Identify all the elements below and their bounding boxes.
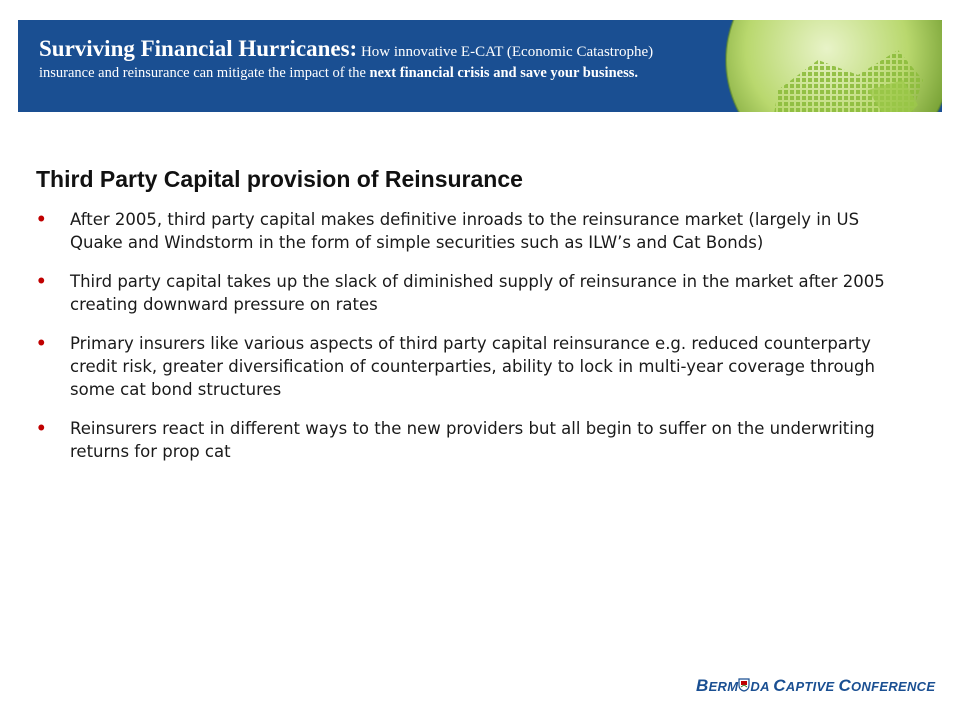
logo-letters: ERM [708,679,739,694]
banner-line-2 [39,63,919,83]
bullet-icon: • [36,210,47,229]
bullet-text: Reinsurers react in different ways to the new providers but all begin to suffer on the underwriting returns for prop cat [70,419,875,461]
banner-line-1 [39,38,919,63]
bullet-icon: • [36,419,47,438]
banner-title: Surviving Financial Hurricanes: [39,36,358,61]
banner-text [39,38,919,83]
logo-text [696,676,935,695]
conference-logo [696,676,940,698]
banner-subtitle-regular: insurance and reinsurance can mitigate the impact of the [39,65,370,81]
banner-subtitle-bold: next financial crisis and save your business. [369,65,638,81]
list-item [36,332,916,401]
logo-letter: C [838,676,852,695]
list-item [36,208,916,254]
logo-letters: DA [750,679,774,694]
bullet-list [36,208,916,479]
logo-letter: B [696,676,709,695]
logo-letter: C [773,676,786,695]
list-item [36,270,916,316]
logo-letters: ONFERENCE [851,679,936,694]
slide-heading: Third Party Capital provision of Reinsurance [36,166,523,192]
bermuda-flag-icon [738,678,750,692]
header-banner [18,20,942,112]
list-item [36,417,916,463]
banner-subtitle: How innovative E-CAT (Economic Catastrophe) [357,44,654,60]
logo-letters: APTIVE [785,679,839,694]
bullet-text: Primary insurers like various aspects of third party capital reinsurance e.g. reduced counterparty credit risk, greater diversification of counterparties, ability to lock in multi-year coverage through some cat bond structures [70,334,875,399]
bullet-text: Third party capital takes up the slack of diminished supply of reinsurance in the market after 2005 creating downward pressure on rates [70,272,885,314]
bullet-text: After 2005, third party capital makes definitive inroads to the reinsurance market (largely in US Quake and Windstorm in the form of simple securities such as ILW’s and Cat Bonds) [70,210,860,252]
bullet-icon: • [36,334,47,353]
bullet-icon: • [36,272,47,291]
